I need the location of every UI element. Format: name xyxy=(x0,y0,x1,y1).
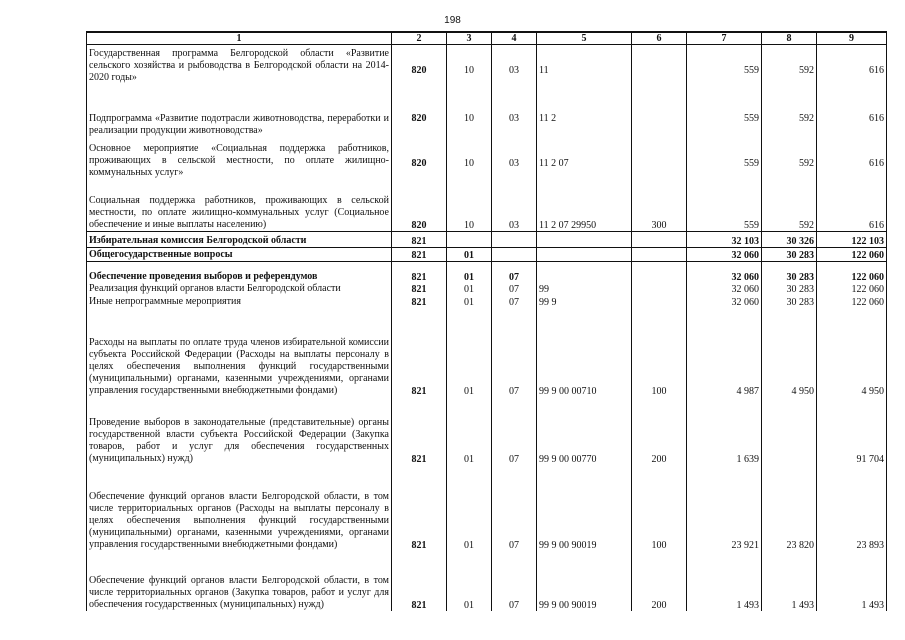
row-year3: 616 xyxy=(817,141,887,187)
row-target: 99 xyxy=(537,283,632,295)
row-code: 820 xyxy=(392,97,447,141)
row-description: Государственная программа Белгородской области «Развитие сельского хозяйства и рыбоводства в Белгородской области на 2014-2020 годы» xyxy=(87,45,392,97)
row-target: 11 2 07 29950 xyxy=(537,187,632,232)
row-section: 10 xyxy=(447,187,492,232)
row-year3: 122 060 xyxy=(817,295,887,308)
row-subsection: 07 xyxy=(492,397,537,465)
row-section: 10 xyxy=(447,141,492,187)
row-year1: 23 921 xyxy=(687,465,762,551)
row-type: 200 xyxy=(632,397,687,465)
row-target: 99 9 00 00710 xyxy=(537,308,632,397)
row-type xyxy=(632,97,687,141)
row-section: 01 xyxy=(447,262,492,283)
row-year1: 32 060 xyxy=(687,248,762,262)
row-year1: 4 987 xyxy=(687,308,762,397)
row-subsection: 03 xyxy=(492,141,537,187)
row-year2: 30 283 xyxy=(762,262,817,283)
row-year3: 122 060 xyxy=(817,262,887,283)
row-year3: 91 704 xyxy=(817,397,887,465)
row-subsection xyxy=(492,248,537,262)
row-target: 11 xyxy=(537,45,632,97)
row-subsection: 07 xyxy=(492,308,537,397)
row-section: 01 xyxy=(447,308,492,397)
row-target: 99 9 xyxy=(537,295,632,308)
row-type xyxy=(632,262,687,283)
row-year2: 592 xyxy=(762,97,817,141)
row-year1: 32 060 xyxy=(687,262,762,283)
row-code: 820 xyxy=(392,141,447,187)
table-row xyxy=(87,283,887,295)
row-year1: 559 xyxy=(687,45,762,97)
row-subsection: 07 xyxy=(492,295,537,308)
row-description: Общегосударственные вопросы xyxy=(87,248,392,262)
row-description: Избирательная комиссия Белгородской области xyxy=(87,232,392,248)
table-row xyxy=(87,248,887,262)
row-code: 821 xyxy=(392,465,447,551)
row-type: 300 xyxy=(632,187,687,232)
row-year3: 616 xyxy=(817,97,887,141)
row-type: 100 xyxy=(632,308,687,397)
row-description: Основное мероприятие «Социальная поддержка работников, проживающих в сельской местности, по оплате жилищно-коммунальных услуг» xyxy=(87,141,392,187)
row-type xyxy=(632,45,687,97)
row-subsection: 07 xyxy=(492,283,537,295)
table-row xyxy=(87,232,887,248)
header-col-4: 4 xyxy=(492,32,537,45)
row-year2 xyxy=(762,397,817,465)
row-type xyxy=(632,295,687,308)
table-row xyxy=(87,262,887,283)
row-code: 821 xyxy=(392,295,447,308)
row-year2: 1 493 xyxy=(762,551,817,611)
row-year1: 32 103 xyxy=(687,232,762,248)
row-subsection: 03 xyxy=(492,97,537,141)
row-year2: 30 283 xyxy=(762,248,817,262)
row-code: 821 xyxy=(392,551,447,611)
row-subsection: 07 xyxy=(492,262,537,283)
row-year2: 30 283 xyxy=(762,283,817,295)
header-col-5: 5 xyxy=(537,32,632,45)
row-type xyxy=(632,232,687,248)
row-code: 821 xyxy=(392,262,447,283)
row-subsection: 03 xyxy=(492,45,537,97)
header-col-2: 2 xyxy=(392,32,447,45)
row-subsection xyxy=(492,232,537,248)
row-subsection: 07 xyxy=(492,465,537,551)
row-type xyxy=(632,141,687,187)
row-year2: 592 xyxy=(762,187,817,232)
header-col-8: 8 xyxy=(762,32,817,45)
row-year1: 32 060 xyxy=(687,295,762,308)
row-year2: 30 283 xyxy=(762,295,817,308)
row-code: 821 xyxy=(392,248,447,262)
row-target xyxy=(537,248,632,262)
row-year1: 32 060 xyxy=(687,283,762,295)
row-type: 100 xyxy=(632,465,687,551)
row-year3: 122 060 xyxy=(817,283,887,295)
row-description: Обеспечение функций органов власти Белгородской области, в том числе территориальных органов (Закупка товаров, работ и услуг для обеспечения государственных (муниципальных) нужд) xyxy=(87,551,392,611)
row-subsection: 03 xyxy=(492,187,537,232)
row-code: 820 xyxy=(392,187,447,232)
row-code: 821 xyxy=(392,308,447,397)
header-col-3: 3 xyxy=(447,32,492,45)
row-section: 01 xyxy=(447,248,492,262)
row-section: 10 xyxy=(447,45,492,97)
row-year3: 122 060 xyxy=(817,248,887,262)
header-col-6: 6 xyxy=(632,32,687,45)
row-type xyxy=(632,248,687,262)
row-section: 01 xyxy=(447,397,492,465)
header-col-1: 1 xyxy=(87,32,392,45)
row-year2: 4 950 xyxy=(762,308,817,397)
table-row xyxy=(87,141,887,187)
row-section: 01 xyxy=(447,551,492,611)
row-description: Расходы на выплаты по оплате труда членов избирательной комиссии субъекта Российской Федерации (Расходы на выплаты персоналу в целях обеспечения выполнения функций государственными (муниципальными) органами, казенными учреждениями, органами управления государственными внебюджетными фондами) xyxy=(87,308,392,397)
row-target: 11 2 07 xyxy=(537,141,632,187)
row-section: 01 xyxy=(447,283,492,295)
row-year1: 559 xyxy=(687,187,762,232)
header-row xyxy=(87,32,887,45)
row-year2: 30 326 xyxy=(762,232,817,248)
row-year3: 616 xyxy=(817,45,887,97)
row-code: 820 xyxy=(392,45,447,97)
row-year1: 1 639 xyxy=(687,397,762,465)
table-row xyxy=(87,465,887,551)
table-row xyxy=(87,187,887,232)
row-description: Иные непрограммные мероприятия xyxy=(87,295,392,308)
row-description: Реализация функций органов власти Белгородской области xyxy=(87,283,392,295)
row-section: 01 xyxy=(447,465,492,551)
table-row xyxy=(87,97,887,141)
row-target: 99 9 00 90019 xyxy=(537,551,632,611)
row-description: Проведение выборов в законодательные (представительные) органы государственной власти субъекта Российской Федерации (Закупка товаров, работ и услуг для обеспечения государственных (муниципальных) нужд) xyxy=(87,397,392,465)
header-col-9: 9 xyxy=(817,32,887,45)
row-code: 821 xyxy=(392,397,447,465)
row-code: 821 xyxy=(392,283,447,295)
table-row xyxy=(87,295,887,308)
row-year2: 23 820 xyxy=(762,465,817,551)
table-row xyxy=(87,551,887,611)
budget-table xyxy=(86,31,887,611)
page-number: 198 xyxy=(444,15,461,26)
header-col-7: 7 xyxy=(687,32,762,45)
row-target: 11 2 xyxy=(537,97,632,141)
row-section: 01 xyxy=(447,295,492,308)
row-code: 821 xyxy=(392,232,447,248)
table-row xyxy=(87,45,887,97)
table-row xyxy=(87,308,887,397)
row-description: Социальная поддержка работников, проживающих в сельской местности, по оплате жилищно-коммунальных услуг (Социальное обеспечение и иные выплаты населению) xyxy=(87,187,392,232)
row-year2: 592 xyxy=(762,45,817,97)
row-year3: 1 493 xyxy=(817,551,887,611)
row-year2: 592 xyxy=(762,141,817,187)
row-section: 10 xyxy=(447,97,492,141)
row-year1: 1 493 xyxy=(687,551,762,611)
row-target: 99 9 00 90019 xyxy=(537,465,632,551)
row-type xyxy=(632,283,687,295)
row-target xyxy=(537,232,632,248)
row-section xyxy=(447,232,492,248)
row-description: Обеспечение проведения выборов и референдумов xyxy=(87,262,392,283)
table-row xyxy=(87,397,887,465)
row-description: Обеспечение функций органов власти Белгородской области, в том числе территориальных органов (Расходы на выплаты персоналу в целях обеспечения выполнения функций государственными (муниципальными) органами, казенными учреждениями, органами управления государственными внебюджетными фондами) xyxy=(87,465,392,551)
row-year1: 559 xyxy=(687,141,762,187)
row-subsection: 07 xyxy=(492,551,537,611)
row-year3: 616 xyxy=(817,187,887,232)
row-target: 99 9 00 00770 xyxy=(537,397,632,465)
row-year3: 4 950 xyxy=(817,308,887,397)
row-year3: 23 893 xyxy=(817,465,887,551)
row-target xyxy=(537,262,632,283)
row-year3: 122 103 xyxy=(817,232,887,248)
row-type: 200 xyxy=(632,551,687,611)
row-description: Подпрограмма «Развитие подотрасли животноводства, переработки и реализации продукции животноводства» xyxy=(87,97,392,141)
row-year1: 559 xyxy=(687,97,762,141)
